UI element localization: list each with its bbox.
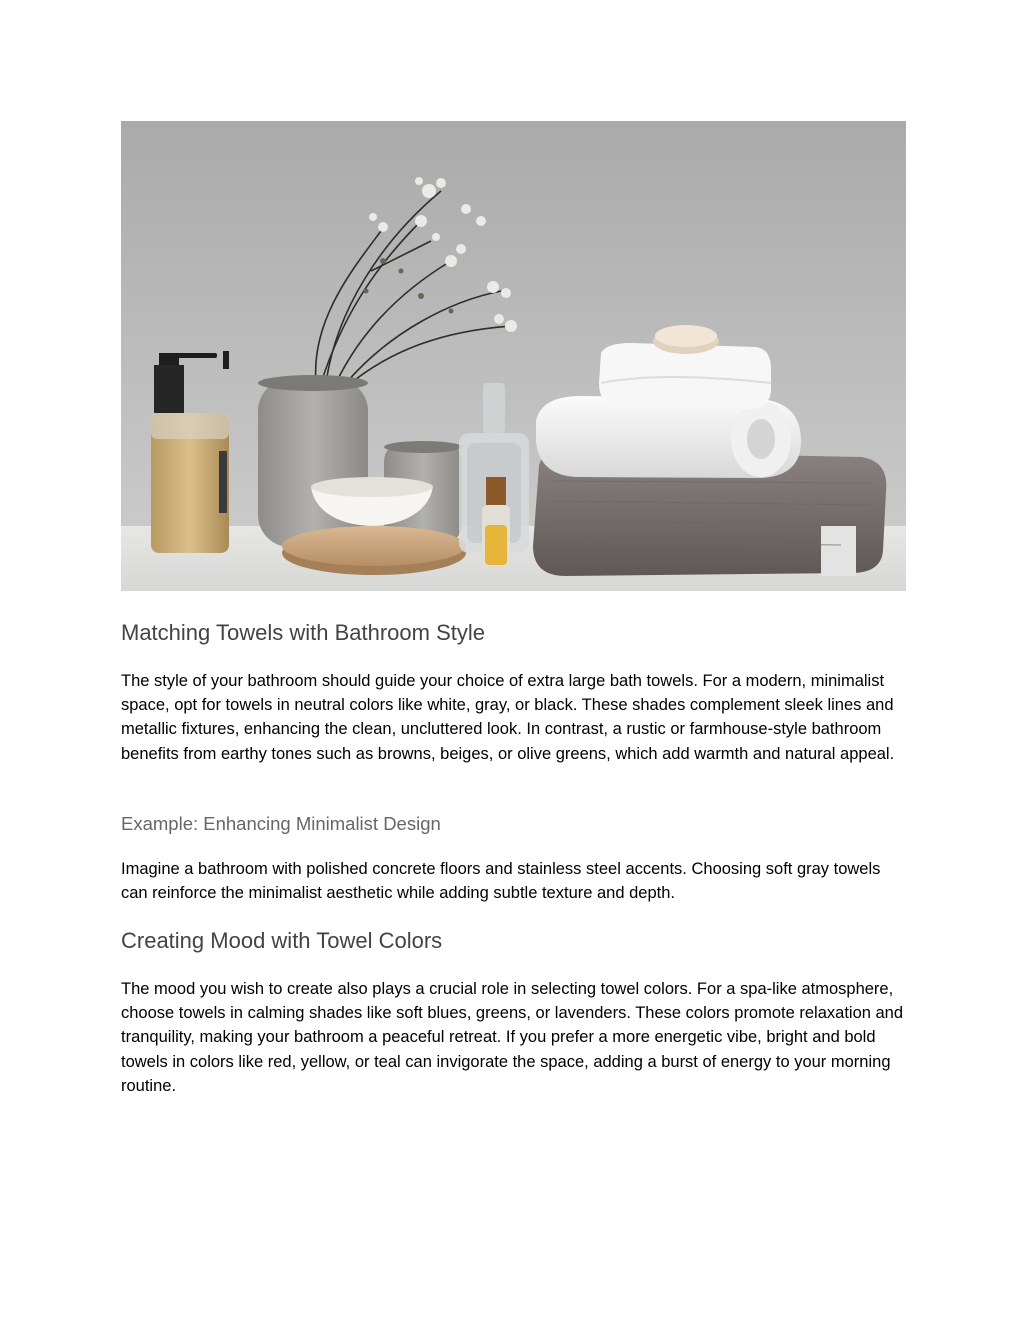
section-heading-matching: Matching Towels with Bathroom Style [121,620,485,645]
hero-image [121,121,906,591]
subheading-example: Example: Enhancing Minimalist Design [121,813,441,834]
section-body-mood: The mood you wish to create also plays a crucial role in selecting towel colors. For a spa-like atmosphere, choose towels in calming shades like soft blues, greens, or lavenders. These colors promote relaxation and tranquility, making your bathroom a peaceful retreat. If you prefer a more energetic vibe, bright and bold towels in colors like red, yellow, or teal can invigorate the space, adding a burst of energy to your morning routine. [121,980,904,1095]
section-body-matching: The style of your bathroom should guide your choice of extra large bath towels. For a modern, minimalist space, opt for towels in neutral colors like white, gray, or black. These shades complement sleek lines and metallic fixtures, enhancing the clean, uncluttered look. In contrast, a rustic or farmhouse-style bathroom benefits from earthy tones such as browns, beiges, or olive greens, which add warmth and natural appeal. [121,672,895,763]
section-heading-mood: Creating Mood with Towel Colors [121,928,443,953]
section-body-example: Imagine a bathroom with polished concrete floors and stainless steel accents. Choosing soft gray towels can reinforce the minimalist aesthetic while adding subtle texture and depth. [121,860,881,903]
